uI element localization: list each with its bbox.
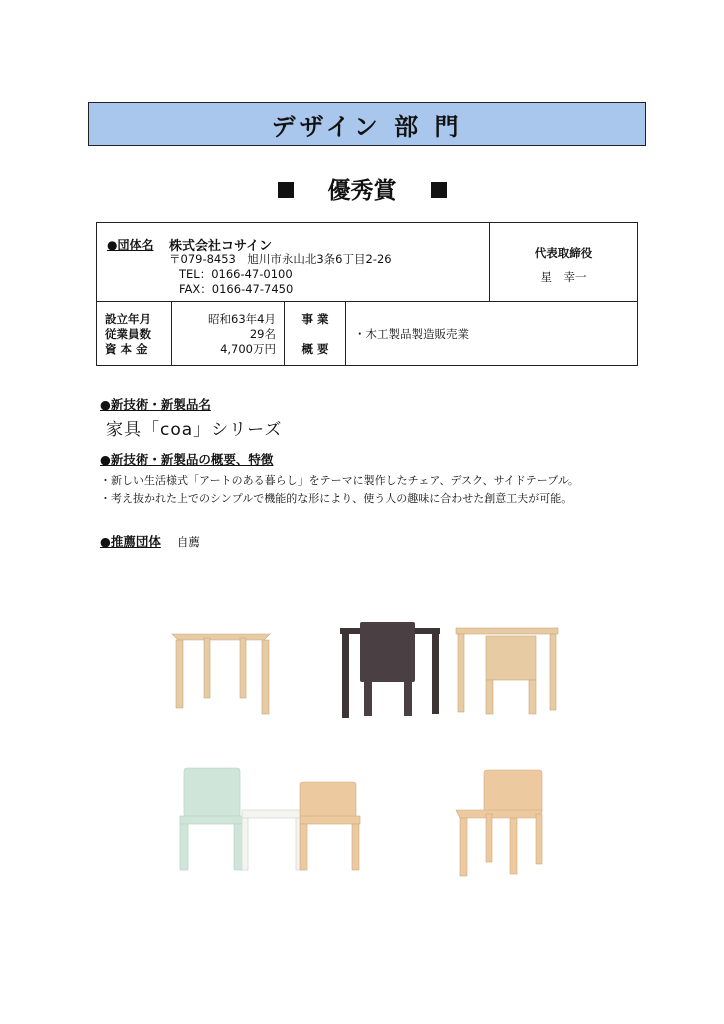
value-employees: 29名 [249,327,276,341]
label-employees: 従業員数 [105,327,151,341]
square-bullet-icon [431,182,447,198]
department-banner [88,102,646,146]
org-fax: FAX：0166-47-7450 [179,282,294,296]
product-name: 家具「coa」シリーズ [106,420,283,440]
square-bullet-icon [278,182,294,198]
organization-table [96,222,638,366]
representative-title: 代表取締役 [534,246,593,260]
chair-wood-small [300,782,360,870]
department-title: デザイン 部 門 [271,112,463,141]
recommender-value: 自薦 [176,535,200,549]
recommender-heading: ●推薦団体 自薦 [100,534,200,549]
business-desc: ・木工製品製造販売業 [354,327,469,341]
org-label: ●団体名 [107,238,154,252]
business-desc-cell [346,301,637,365]
side-table-white [242,810,302,870]
details-labels [97,301,172,365]
desk-chair-dark [340,622,440,718]
award-title: 優秀賞 [327,178,397,204]
representative-name: 星 幸一 [540,270,587,284]
overview-heading: ●新技術・新製品の概要、特徴 [100,452,274,467]
details-values [172,301,285,365]
org-tel: TEL：0166-47-0100 [179,267,293,281]
org-address: 〒079-8453 旭川市永山北3条6丁目2-26 [169,252,392,266]
label-founded: 設立年月 [105,312,151,326]
business-label-cell [285,301,346,365]
org-name: 株式会社コサイン [169,239,273,254]
furniture-photo [160,600,580,900]
business-label-1: 事 業 [301,312,329,326]
overview-line-2: ・考え抜かれた上でのシンプルで機能的な形により、使う人の趣味に合わせた創意工夫が可能。 [100,492,573,505]
side-table-wood [172,634,270,714]
award-heading [0,172,724,205]
business-label-2: 概 要 [301,342,329,356]
value-capital: 4,700万円 [220,342,276,356]
org-row [97,223,637,302]
desk-chair-wood [456,628,558,714]
overview-line-1: ・新しい生活様式「アートのある暮らし」をテーマに製作したチェア、デスク、サイドテーブル。 [100,474,579,487]
chair-mint [180,768,242,870]
chair-wood-large [456,770,542,876]
value-founded: 昭和63年4月 [208,312,276,326]
representative-cell [490,223,637,301]
product-name-heading: ●新技術・新製品名 [100,397,211,412]
org-cell [97,223,490,301]
label-capital: 資 本 金 [105,342,148,356]
details-row [97,301,637,365]
